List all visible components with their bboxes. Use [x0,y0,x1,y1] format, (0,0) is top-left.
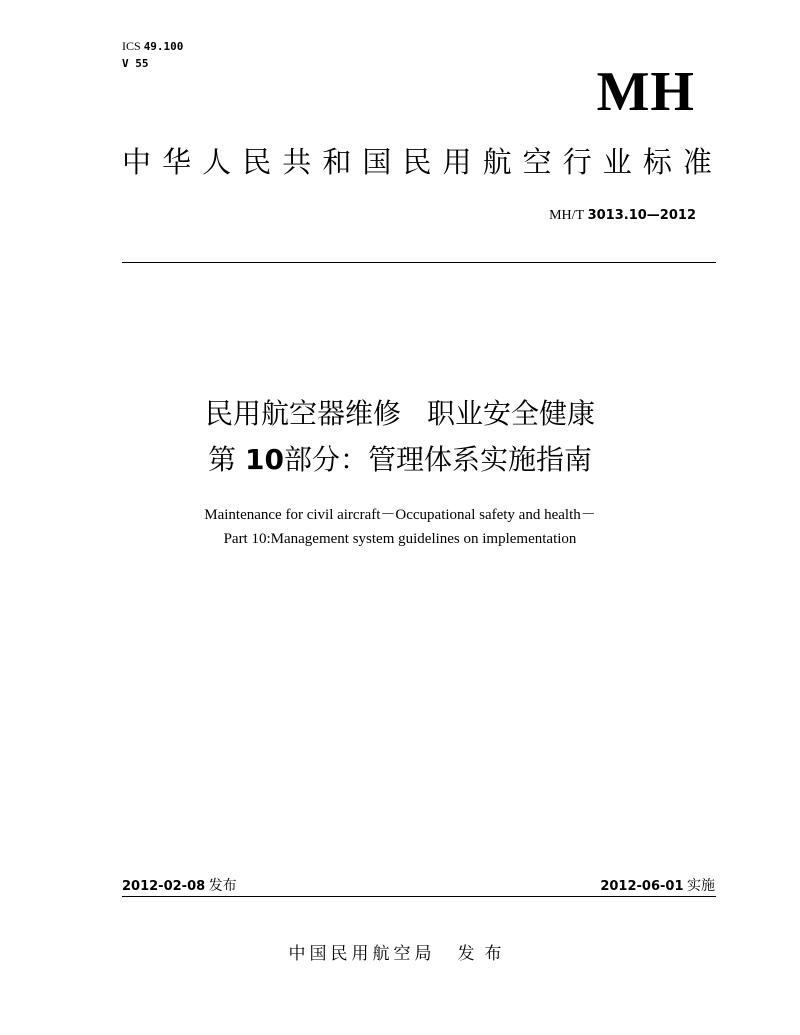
ics-label: ICS [122,39,141,53]
standard-title-char: 华 [162,145,192,179]
effective-date-label: 实施 [687,878,715,894]
standard-title-char: 共 [282,145,312,179]
standard-title-char: 民 [402,145,432,179]
issuer-action: 发布 [457,944,512,964]
bottom-divider [122,896,716,897]
title-line2-prefix: 第 [208,443,237,476]
ics-code [122,38,183,55]
issue-date [122,876,237,897]
issue-date-label: 发布 [208,878,237,894]
standard-title-char: 准 [682,145,712,179]
standard-title-char: 中 [122,145,152,179]
standard-category-title [122,142,712,182]
standard-title-char: 用 [442,145,472,179]
issuer [0,942,800,966]
issue-date-value: 2012-02-08 [122,879,206,894]
chinese-title-line1 [0,394,800,434]
english-title-line2: Part 10:Management system guidelines on implementation [223,531,577,547]
issuer-organization: 中国民用航空局 [288,944,436,964]
mh-logo: MH [596,61,695,123]
standard-title-char: 民 [242,145,272,179]
standard-number [549,207,696,225]
effective-date-value: 2012-06-01 [600,879,684,894]
ccs-code: V 55 [122,57,149,70]
standard-title-char: 国 [362,145,392,179]
standard-title-char: 空 [522,145,552,179]
title-part-number: 10 [244,443,284,476]
ics-value: 49.100 [143,40,184,53]
effective-date [600,876,715,897]
standard-title-char: 业 [602,145,632,179]
standard-title-char: 行 [562,145,592,179]
standard-title-char: 和 [322,145,352,179]
standard-title-char: 标 [642,145,672,179]
standard-title-char: 人 [202,145,232,179]
title-part2: 职业安全健康 [427,397,596,430]
title-line2-suffix: 部分：管理体系实施指南 [283,443,592,476]
standard-title-char: 航 [482,145,512,179]
chinese-title-line2 [0,440,800,480]
top-divider [122,262,716,263]
standard-number-value: 3013.10—2012 [587,208,696,223]
standard-prefix: MH/T [549,208,585,223]
title-part1: 民用航空器维修 [204,397,401,430]
english-title-line1: Maintenance for civil aircraft－Occupational safety and health－ [204,507,596,523]
